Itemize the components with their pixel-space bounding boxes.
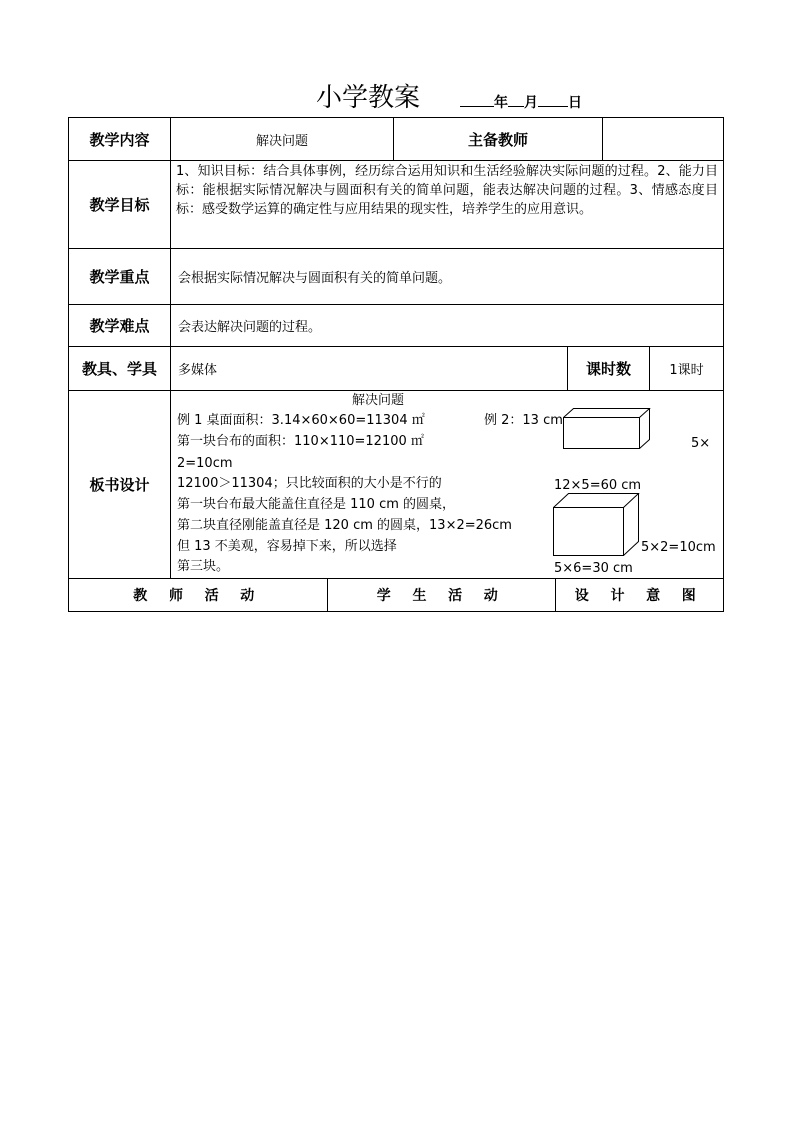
month-blank — [508, 92, 524, 107]
board-design-label: 板书设计 — [89, 476, 150, 494]
page-title: 小学教案 — [316, 83, 421, 113]
student-activity-header: 学 生 活 动 — [376, 588, 507, 604]
design-intent-header: 设 计 意 图 — [574, 588, 705, 604]
lead-teacher-value — [603, 118, 723, 160]
teacher-activity-header: 教 师 活 动 — [133, 588, 263, 604]
content-value: 解决问题 — [255, 133, 308, 149]
difficulties-label: 教学难点 — [89, 317, 150, 335]
day-label: 日 — [568, 95, 582, 111]
cuboid-large-diagram — [554, 494, 639, 556]
board-line-1: 例 1 桌面面积：3.14×60×60=11304 ㎡ — [177, 413, 425, 428]
board-line-2: 第一块台布的面积：110×110=12100 ㎡ — [177, 434, 424, 449]
board-label-5x2: 5×2=10cm — [641, 540, 716, 555]
key-points-value: 会根据实际情况解决与圆面积有关的简单问题。 — [178, 271, 452, 286]
board-line-3: 2=10cm — [177, 456, 233, 471]
board-line-7: 但 13 不美观，容易掉下来，所以选择 — [177, 539, 397, 554]
header — [0, 82, 794, 116]
goals-label: 教学目标 — [89, 196, 150, 214]
goals-text: 1、知识目标：结合具体事例，经历综合运用知识和生活经验解决实际问题的过程。2、能力目标：能根据实际情况解决与圆面积有关的简单问题，能表达解决问题的过程。3、情感态度目标：感受数学运算的确定性与应用结果的现实性，培养学生的应用意识。 — [176, 164, 718, 217]
board-label-5x6: 5×6=30 cm — [554, 561, 633, 576]
date-field — [460, 92, 582, 113]
day-blank — [538, 92, 568, 107]
class-hours-value: 1课时 — [669, 363, 704, 378]
month-label: 月 — [524, 95, 538, 111]
year-blank — [460, 92, 494, 107]
difficulties-value: 会表达解决问题的过程。 — [178, 320, 322, 335]
board-line-6: 第二块直径刚能盖直径是 120 cm 的圆桌，13×2=26cm — [177, 518, 512, 533]
lead-teacher-label: 主备教师 — [467, 130, 528, 149]
board-line-5: 第一块台布最大能盖住直径是 110 cm 的圆桌， — [177, 497, 456, 512]
board-label-12x5: 12×5=60 cm — [554, 478, 642, 493]
class-hours-label: 课时数 — [585, 360, 631, 378]
year-label: 年 — [494, 95, 508, 111]
board-line-4: 12100＞11304；只比较面积的大小是不行的 — [177, 476, 442, 491]
tools-value: 多媒体 — [178, 363, 218, 378]
key-points-label: 教学重点 — [89, 268, 150, 286]
board-side-5x: 5× — [691, 436, 711, 451]
board-heading: 解决问题 — [352, 393, 405, 408]
tools-label: 教具、学具 — [81, 360, 157, 378]
content-label: 教学内容 — [89, 130, 150, 149]
board-line-8: 第三块。 — [177, 559, 230, 574]
board-example-2: 例 2：13 cm — [484, 413, 563, 428]
cuboid-small-diagram — [564, 409, 650, 449]
